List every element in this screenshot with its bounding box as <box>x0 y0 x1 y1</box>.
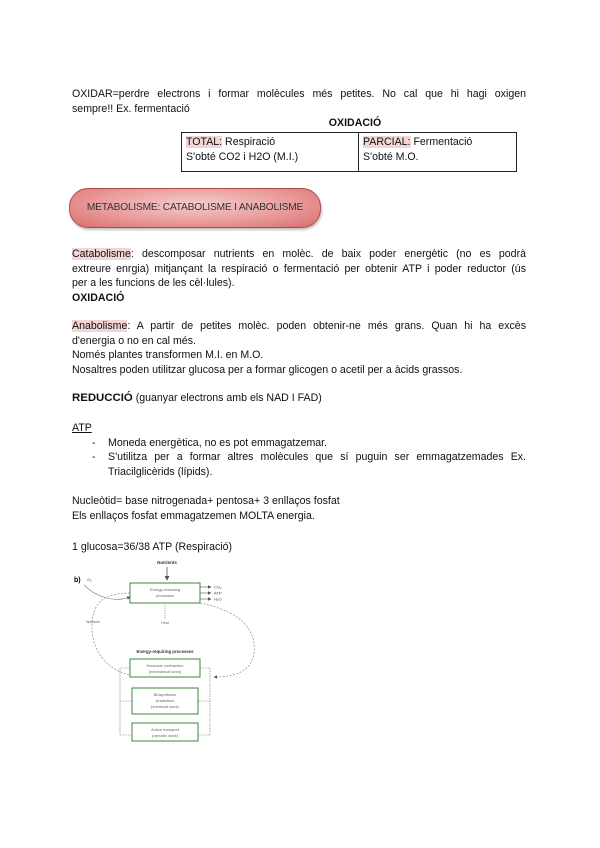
active-transport-box <box>132 723 198 741</box>
left-return-line <box>120 668 132 735</box>
anabolism-line-4: Nosaltres poden utilitzar glucosa per a formar glicogen o acetil per a àcids grassos. <box>72 363 463 376</box>
box-3-line-2: (osmotic work) <box>151 733 179 738</box>
total-line-2: S'obté CO2 i H2O (M.I.) <box>186 151 299 163</box>
glucose-line: 1 glucosa=36/38 ATP (Respiració) <box>72 541 233 553</box>
o2-arrow <box>84 585 130 599</box>
catabolism-line-1 <box>72 247 526 262</box>
left-small-label: Nutrients <box>86 620 101 624</box>
catabolism-line-3: per a les funcions de les cèl·lules). <box>72 277 235 289</box>
reduction-line <box>72 391 526 406</box>
o2-label: O₂ <box>87 577 92 582</box>
energy-releasing-line-2: processes <box>155 593 175 598</box>
reduction-term: REDUCCIÓ <box>72 392 133 404</box>
catabolism-term: Catabolisme <box>72 248 131 260</box>
parcial-label: PARCIAL: <box>363 136 411 148</box>
muscular-contraction-box <box>130 659 200 677</box>
box-2-line-2: Anabolism <box>155 698 175 703</box>
co2-label: CO₂ <box>214 584 222 590</box>
left-cycle-arrow <box>92 593 130 675</box>
metabolism-banner <box>69 188 321 228</box>
catabolism-paragraph <box>72 247 526 305</box>
intro-paragraph <box>72 87 526 116</box>
atp-list <box>72 436 526 480</box>
box-1-line-1: Muscular contraction <box>146 663 184 668</box>
nucleotide-line-2: Els enllaços fosfat emmagatzemen MOLTA energia. <box>72 509 315 522</box>
metabolism-diagram <box>74 557 274 747</box>
box-1-line-2: (mechanical work) <box>148 669 182 674</box>
parcial-text: Fermentació <box>410 136 473 148</box>
catabolism-line-1-text: : descomposar nutrients en molèc. de baix poder energètic (no es podrà <box>130 248 526 260</box>
anabolism-line-3: Només plantes transformen M.I. en M.O. <box>72 349 264 361</box>
atp-item-2-line-1: - S'utilitza per a formar altres molècules que sí puguin ser emmagatzemades Ex. <box>108 451 526 463</box>
atp-item-2-line-2: Triacilglicèrids (lípids). <box>108 465 213 478</box>
intro-line-2: sempre!! Ex. fermentació <box>72 102 190 115</box>
banner-text: METABOLISME: CATABOLISME I ANABOLISME <box>86 201 304 213</box>
anabolism-line-1-text: : A partir de petites molèc. poden obtenir-ne més grans. Quan hi ha excès <box>127 320 526 332</box>
reduction-text: (guanyar electrons amb els NAD I FAD) <box>132 392 322 404</box>
atp-item <box>72 450 526 479</box>
parcial-line-2: S'obté M.O. <box>363 151 419 163</box>
catabolism-tag: OXIDACIÓ <box>72 291 125 304</box>
parcial-cell <box>359 133 517 172</box>
atp-item-1-text: Moneda energètica, no es pot emmagatzemar. <box>108 436 328 449</box>
total-cell <box>182 133 359 172</box>
heat-label: Heat <box>161 621 169 625</box>
anabolism-term: Anabolisme <box>72 320 128 332</box>
right-return-line <box>198 668 210 735</box>
nutrients-label: Nutrients <box>157 560 177 565</box>
atp-heading: ATP <box>72 422 92 434</box>
atp-label: ATP <box>214 590 222 596</box>
h2o-label: H₂O <box>214 596 222 602</box>
total-text: Respiració <box>222 136 276 148</box>
energy-releasing-line-1: Energy-releasing <box>149 587 181 592</box>
panel-letter: b) <box>74 577 81 584</box>
anabolism-paragraph <box>72 319 526 377</box>
energy-requiring-label: Energy-requiring processes <box>136 649 194 654</box>
oxidation-table <box>181 132 517 172</box>
catabolism-line-2: extreure enrgia) mitjançant la respiració o fermentació per obtenir ATP i poder reductor (ús <box>72 262 526 275</box>
anabolism-line-1 <box>72 319 526 334</box>
atp-section <box>72 421 526 479</box>
nucleotide-line-1: Nucleòtid= base nitrogenada+ pentosa+ 3 enllaços fosfat <box>72 495 340 507</box>
nucleotide-paragraph <box>72 494 526 523</box>
box-2-line-1: Biosynthesis <box>153 692 177 697</box>
intro-line-1: OXIDAR=perdre electrons i formar molècules més petites. No cal que hi hagi oxigen <box>72 88 526 100</box>
atp-item <box>72 436 526 451</box>
box-3-line-1: Active transport <box>151 727 179 732</box>
total-label: TOTAL: <box>186 136 223 148</box>
box-2-line-3: (chemical work) <box>150 704 180 709</box>
right-cycle-arrow <box>200 603 254 677</box>
anabolism-line-2: d'energia o no en cal més. <box>72 334 196 347</box>
table-title: OXIDACIÓ <box>328 117 382 129</box>
